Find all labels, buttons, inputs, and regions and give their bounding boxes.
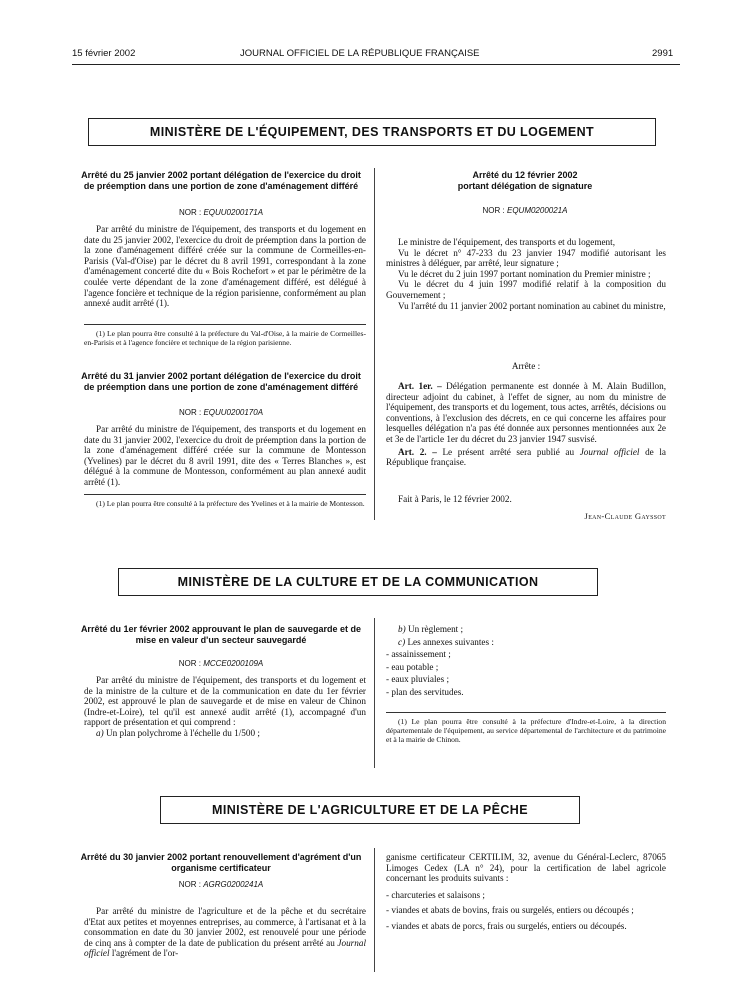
arrete-2-footnote-text: (1) Le plan pourra être consulté à la préfecture des Yvelines et à la mairie de Montesson. [96, 499, 365, 508]
arrete-5-journal: Journal officiel [84, 937, 367, 959]
arrete-4-footnote-text: (1) Le plan pourra être consulté à la préfecture d'Indre-et-Loire, à la direction départementale de l'équipement, au service départemental de l'architecture et du patrimoine et à la mairie de Chinon. [386, 717, 666, 744]
arrete-3-visa-1: Vu le décret n° 47-233 du 23 janvier 1947 modifié autorisant les ministres à déléguer, par arrêté, leur signature ; [386, 247, 666, 269]
arrete-5-nor [76, 880, 366, 889]
item-c-label: c) [398, 636, 406, 647]
arrete-4-footnote [386, 718, 666, 744]
arrete-3-visa-4: Vu l'arrêté du 11 janvier 2002 portant nomination au cabinet du ministre, [398, 300, 666, 311]
nor-code: MCCE0200109A [203, 659, 264, 668]
arrete-1-footnote [84, 330, 366, 348]
item-a-label: a) [96, 727, 104, 738]
arrete-3-visa-3: Vu le décret du 4 juin 1997 modifié relatif à la composition du Gouvernement ; [386, 279, 666, 300]
article-2-journal: Journal officiel [579, 446, 640, 457]
arrete-3-article-2 [386, 447, 666, 468]
column-divider [374, 618, 375, 768]
arrete-3-preamble [386, 237, 666, 311]
list-item: - viandes et abats de bovins, frais ou surgelés, entiers ou découpés ; [386, 905, 634, 916]
list-item: - assainissement ; [386, 649, 451, 660]
arrete-1-body [84, 224, 366, 309]
arrete-4-text: Par arrêté du ministre de l'équipement, des transports et du logement et de la ministre de la culture et de la communication en date du 1er février 2002, est approuvé le plan de sauvegarde et de mise en valeur de Chinon (Indre-et-Loire), tel qu'il est annexé audit arrêté (1), accompagné d'un rapport de présentation et qui comprend : [84, 675, 366, 728]
arrete-2-body [84, 424, 366, 488]
arrete-4-item-a [84, 728, 366, 739]
header-journal-title: JOURNAL OFFICIEL DE LA RÉPUBLIQUE FRANÇAISE [240, 48, 480, 59]
arrete-2-text: Par arrêté du ministre de l'équipement, des transports et du logement en date du 31 janvier 2002, l'exercice du droit de préemption dans la portion de la zone d'aménagement différé créée sur la commune de Montesson (Yvelines) par le décret du 8 avril 1991, dite des « Terres Blanches », est délégué à la commune de Montesson, conformément au plan annexé audit arrêté (1). [84, 424, 366, 487]
footnote-rule [386, 712, 666, 713]
arrete-4-continued [386, 624, 666, 698]
arrete-2-title: Arrêté du 31 janvier 2002 portant délégation de l'exercice du droit de préemption dans une portion de zone d'aménagement différé [81, 371, 361, 392]
arrete-3-visa-2: Vu le décret du 2 juin 1997 portant nomination du Premier ministre ; [398, 268, 651, 279]
annexes-list [386, 649, 666, 697]
nor-code: EQUU0200170A [203, 408, 264, 417]
arrete-1-nor [76, 208, 366, 217]
list-item: - charcuteries et salaisons ; [386, 889, 485, 900]
arrete-5-text-b: l'agrément de l'or- [111, 948, 179, 959]
item-c-text: Les annexes suivantes : [407, 636, 494, 647]
column-divider [374, 168, 375, 520]
arrete-3-minister: Le ministre de l'équipement, des transports et du logement, [398, 237, 615, 247]
item-b-label: b) [398, 624, 406, 634]
ministry-heading-equipement [88, 118, 656, 146]
products-list [386, 890, 666, 932]
list-item: - eaux pluviales ; [386, 674, 450, 685]
list-item: - plan des servitudes. [386, 686, 464, 697]
nor-label: NOR : [178, 208, 202, 217]
ministry-heading-agriculture [160, 796, 580, 824]
arrete-3-title-line-2: portant délégation de signature [457, 180, 593, 191]
nor-code: EQUU0200171A [203, 208, 264, 217]
article-1-label: Art. 1er. – [398, 381, 442, 391]
arrete-3-fait [386, 494, 666, 505]
header-rule [72, 64, 680, 65]
ministry-heading-culture [118, 568, 598, 596]
nor-label: NOR : [178, 659, 201, 668]
nor-code: AGRG0200241A [203, 880, 264, 889]
arrete-5-text-continued: ganisme certificateur CERTILIM, 32, avenue du Général-Leclerc, 87065 Limoges Cedex (LA n° 24), pour la certification de label agricole concernant les produits suivants : [386, 852, 666, 884]
ministry-heading-agriculture-text: MINISTÈRE DE L'AGRICULTURE ET DE LA PÊCHE [212, 803, 528, 817]
list-item: - viandes et abats de porcs, frais ou surgelés, entiers ou découpés. [386, 920, 627, 931]
arrete-3-arrete: Arrête : [511, 361, 541, 371]
nor-label: NOR : [178, 408, 202, 417]
arrete-2-footnote [84, 500, 366, 509]
arrete-2-nor [76, 408, 366, 417]
ministry-heading-culture-text: MINISTÈRE DE LA CULTURE ET DE LA COMMUNICATION [177, 575, 539, 589]
arrete-5-continued [386, 852, 666, 932]
arrete-5-title: Arrêté du 30 janvier 2002 portant renouvellement d'agrément d'un organisme certificateur [80, 852, 362, 873]
arrete-4-item-c [386, 637, 666, 648]
nor-label: NOR : [178, 880, 201, 889]
arrete-3-title [384, 170, 666, 191]
arrete-1-footnote-text: (1) Le plan pourra être consulté à la préfecture du Val-d'Oise, à la mairie de Cormeilles-en-Parisis et à l'agence foncière et technique de la région parisienne. [84, 329, 366, 347]
article-2-text-b: de la République française. [386, 446, 667, 468]
header-date: 15 février 2002 [72, 48, 136, 59]
column-divider [374, 848, 375, 972]
article-2-text-a: Le présent arrêté sera publié au [442, 446, 575, 457]
arrete-3-fait-text: Fait à Paris, le 12 février 2002. [398, 494, 512, 504]
arrete-1-text: Par arrêté du ministre de l'équipement, des transports et du logement en date du 25 janvier 2002, l'exercice du droit de préemption dans la portion de la zone d'aménagement différé créée sur la commune de Cormeilles-en-Parisis (Val-d'Oise) par le décret du 8 avril 1991, correspondant à la zone d'aménagement concerté dite du « Bois Rochefort » et par le périmètre de la coulée verte dépendant de la zone d'aménagement différé, est délégué à l'agence foncière et technique de la région parisienne, conformément au plan annexé audit arrêté (1). [84, 224, 366, 309]
arrete-3-signature: Jean-Claude Gayssot [584, 511, 666, 521]
arrete-4-title: Arrêté du 1er février 2002 approuvant le plan de sauvegarde et de mise en valeur d'un secteur sauvegardé [80, 624, 362, 645]
article-2-label: Art. 2. – [398, 446, 437, 457]
list-item: - eau potable ; [386, 661, 439, 672]
arrete-4-item-b [386, 624, 666, 635]
footnote-rule [84, 324, 366, 325]
arrete-3-title-line-1: Arrêté du 12 février 2002 [472, 170, 578, 180]
arrete-5-text [84, 906, 366, 959]
arrete-1-title: Arrêté du 25 janvier 2002 portant délégation de l'exercice du droit de préemption dans une portion de zone d'aménagement différé [81, 170, 361, 191]
ministry-heading-equipement-text: MINISTÈRE DE L'ÉQUIPEMENT, DES TRANSPORTS ET DU LOGEMENT [149, 125, 595, 139]
arrete-3-nor [384, 206, 666, 215]
nor-code: EQUM0200021A [506, 206, 568, 215]
header-page-number: 2991 [652, 48, 674, 59]
arrete-5-text-a: Par arrêté du ministre de l'agriculture et de la pêche et du secrétaire d'Etat aux petites et moyennes entreprises, au commerce, à l'artisanat et à la consommation en date du 30 janvier 2002, est renouvelé pour une période de cinq ans à compter de la date de publication du présent arrêté au [84, 906, 366, 948]
arrete-4-body [84, 675, 366, 739]
arrete-3-article-1 [386, 381, 666, 445]
arrete-3-articles [386, 381, 666, 468]
item-b-text: Un règlement ; [407, 624, 464, 634]
arrete-5-body [84, 906, 366, 959]
nor-label: NOR : [482, 206, 505, 215]
footnote-rule [84, 494, 366, 495]
arrete-4-nor [76, 659, 366, 668]
article-1-text: Délégation permanente est donnée à M. Alain Budillon, directeur adjoint du cabinet, à l'effet de signer, au nom du ministre de l'équipement, des transports et du logement, tous actes, arrêtés, décisions ou conventions, à l'exclusion des décrets, en ce qui concerne les affaires pour lesquelles délégation n'a pas été donnée aux personnes mentionnées aux 2e et 3e de l'article 1er du décret du 23 janvier 1947 susvisé. [386, 381, 666, 444]
item-a-text: Un plan polychrome à l'échelle du 1/500 ; [105, 727, 260, 738]
